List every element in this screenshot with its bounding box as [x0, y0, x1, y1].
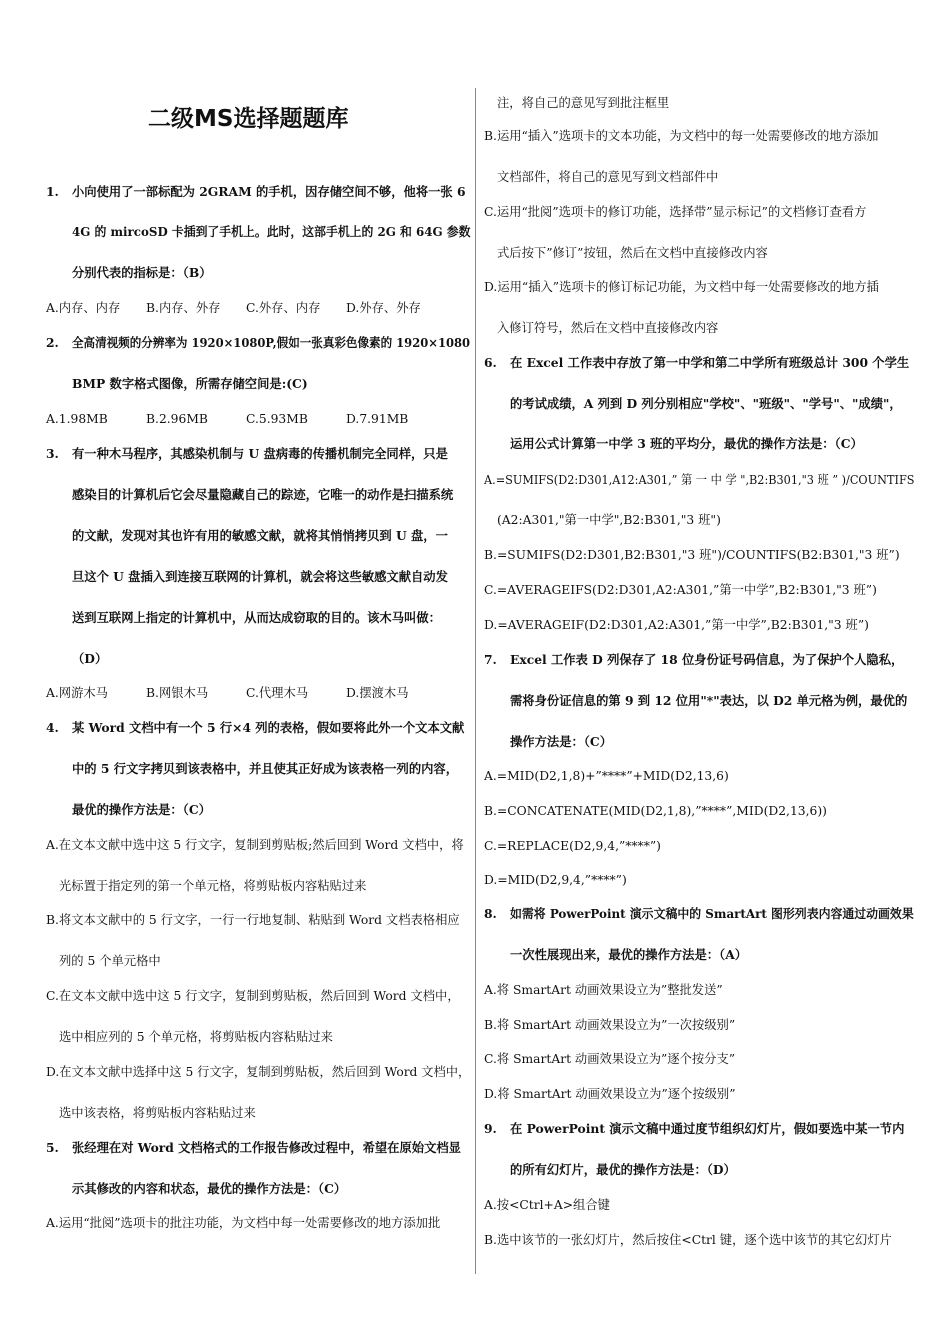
question-text: 全高清视频的分辨率为 1920×1080P,假如一张真彩色像素的 1920×1080 — [72, 335, 471, 350]
page-title: 二级MS选择题题库 — [148, 106, 349, 132]
question-number: 9. — [484, 1121, 497, 1136]
question-text: 如需将 PowerPoint 演示文稿中的 SmartArt 图形列表内容通过动画效果 — [510, 906, 914, 921]
option-row — [46, 411, 446, 427]
option-text: B.运用“插入”选项卡的文本功能，为文档中的每一处需要修改的地方添加 — [484, 129, 879, 143]
option-text: C.运用“批阅”选项卡的修订功能，选择带”显示标记”的文档修订查看方 — [484, 205, 867, 219]
question-text: 运用公式计算第一中学 3 班的平均分，最优的操作方法是：（C） — [510, 436, 863, 451]
option-text: C.将 SmartArt 动画效果设立为”逐个按分支” — [484, 1052, 736, 1066]
column-divider — [475, 88, 476, 1274]
option-text: D.=MID(D2,9,4,”****”) — [484, 873, 627, 887]
question-text: 张经理在对 Word 文档格式的工作报告修改过程中，希望在原始文档显 — [72, 1140, 461, 1155]
question-number: 6. — [484, 355, 497, 370]
question-number: 3. — [46, 446, 59, 461]
question-text: 的文献，发现对其也许有用的敏感文献，就将其悄悄拷贝到 U 盘，一 — [72, 528, 448, 543]
question-text: 送到互联网上指定的计算机中，从而达成窃取的目的。该木马叫做： — [72, 610, 441, 625]
question-text: 小向使用了一部标配为 2GRAM 的手机，因存储空间不够，他将一张 6 — [72, 184, 466, 199]
option: B.内存、外存 — [146, 301, 221, 315]
option-text: B.选中该节的一张幻灯片，然后按住<Ctrl 键，逐个选中该节的其它幻灯片 — [484, 1233, 892, 1247]
question-text: 一次性展现出来，最优的操作方法是：（A） — [510, 947, 748, 962]
option-text: A.=MID(D2,1,8)+”****”+MID(D2,13,6) — [484, 769, 729, 783]
option: A.网游木马 — [46, 686, 108, 700]
option-text: A.=SUMIFS(D2:D301,A12:A301,” 第 一 中 学 ",B2:B301,"3 班 ” )/COUNTIFS — [484, 473, 915, 487]
option-text: 式后按下”修订”按钮，然后在文档中直接修改内容 — [497, 246, 768, 260]
question-text: 有一种木马程序，其感染机制与 U 盘病毒的传播机制完全同样，只是 — [72, 446, 448, 461]
question-number: 8. — [484, 906, 497, 921]
option-text: 文档部件，将自己的意见写到文档部件中 — [497, 170, 719, 184]
option-text: 选中该表格，将剪贴板内容粘贴过来 — [59, 1106, 256, 1120]
option-text: A.按<Ctrl+A>组合键 — [484, 1198, 610, 1212]
option-text: B.=CONCATENATE(MID(D2,1,8),”****”,MID(D2,13,6)) — [484, 804, 827, 818]
question-text: 分别代表的指标是：（B） — [72, 265, 212, 280]
option-text: 注，将自己的意见写到批注框里 — [497, 96, 670, 110]
option: C.代理木马 — [246, 686, 309, 700]
question-text: 4G 的 mircoSD 卡插到了手机上。此时，这部手机上的 2G 和 64G 参数 — [72, 224, 471, 239]
option: D.摆渡木马 — [346, 686, 409, 700]
option-text: B.=SUMIFS(D2:D301,B2:B301,"3 班")/COUNTIFS(B2:B301,"3 班”) — [484, 548, 900, 562]
option-text: B.将 SmartArt 动画效果设立为”一次按级别” — [484, 1018, 736, 1032]
option-row — [46, 300, 446, 316]
question-text: 感染目的计算机后它会尽量隐藏自己的踪迹，它唯一的动作是扫描系统 — [72, 487, 454, 502]
option-text: A.在文本文献中选中这 5 行文字，复制到剪贴板;然后回到 Word 文档中，将 — [46, 838, 464, 852]
question-text: BMP 数字格式图像，所需存储空间是:(C) — [72, 376, 308, 391]
option-row — [46, 685, 446, 701]
question-text: 操作方法是：（C） — [510, 734, 613, 749]
option-text: D.在文本文献中选择中这 5 行文字，复制到剪贴板，然后回到 Word 文档中， — [46, 1065, 471, 1079]
option-text: D.运用“插入”选项卡的修订标记功能，为文档中每一处需要修改的地方插 — [484, 280, 879, 294]
question-text: 在 PowerPoint 演示文稿中通过度节组织幻灯片，假如要选中某一节内 — [510, 1121, 905, 1136]
option: D.7.91MB — [346, 412, 409, 426]
option-text: C.=REPLACE(D2,9,4,”****”) — [484, 839, 661, 853]
option-text: 入修订符号，然后在文档中直接修改内容 — [497, 321, 719, 335]
question-number: 2. — [46, 335, 59, 350]
question-text: Excel 工作表 D 列保存了 18 位身份证号码信息，为了保护个人隐私， — [510, 652, 904, 667]
option-text: C.在文本文献中选中这 5 行文字，复制到剪贴板，然后回到 Word 文档中， — [46, 989, 460, 1003]
option-text: A.运用“批阅”选项卡的批注功能，为文档中每一处需要修改的地方添加批 — [46, 1216, 441, 1230]
question-text: 中的 5 行文字拷贝到该表格中，并且使其正好成为该表格一列的内容， — [72, 761, 459, 776]
option: A.内存、内存 — [46, 301, 121, 315]
option-text: A.将 SmartArt 动画效果设立为”整批发送” — [484, 983, 723, 997]
option-text: 光标置于指定列的第一个单元格，将剪贴板内容粘贴过来 — [59, 879, 367, 893]
option: D.外存、外存 — [346, 301, 421, 315]
option-text: 列的 5 个单元格中 — [59, 954, 161, 968]
option: C.外存、内存 — [246, 301, 321, 315]
option: B.网银木马 — [146, 686, 209, 700]
question-number: 7. — [484, 652, 497, 667]
question-number: 4. — [46, 720, 59, 735]
option: B.2.96MB — [146, 412, 208, 426]
question-text: 旦这个 U 盘插入到连接互联网的计算机，就会将这些敏感文献自动发 — [72, 569, 448, 584]
question-text: 最优的操作方法是：（C） — [72, 802, 211, 817]
option-text: B.将文本文献中的 5 行文字，一行一行地复制、粘贴到 Word 文档表格相应 — [46, 913, 460, 927]
question-text: （D） — [72, 651, 108, 666]
question-text: 示其修改的内容和状态，最优的操作方法是：（C） — [72, 1181, 347, 1196]
question-text: 的考试成绩，A 列到 D 列分别相应"学校"、"班级"、"学号"、"成绩"， — [510, 396, 902, 411]
question-text: 某 Word 文档中有一个 5 行×4 列的表格，假如要将此外一个文本文献 — [72, 720, 465, 735]
option-text: C.=AVERAGEIFS(D2:D301,A2:A301,”第一中学”,B2:B301,"3 班”) — [484, 583, 877, 597]
option-text: 选中相应列的 5 个单元格，将剪贴板内容粘贴过来 — [59, 1030, 333, 1044]
option-text: D.将 SmartArt 动画效果设立为”逐个按级别” — [484, 1087, 736, 1101]
question-text: 需将身份证信息的第 9 到 12 位用"*"表达，以 D2 单元格为例，最优的 — [510, 693, 908, 708]
question-text: 的所有幻灯片，最优的操作方法是：（D） — [510, 1162, 736, 1177]
question-number: 1. — [46, 184, 59, 199]
option-text: (A2:A301,"第一中学",B2:B301,"3 班") — [497, 513, 721, 527]
option: C.5.93MB — [246, 412, 308, 426]
option-text: D.=AVERAGEIF(D2:D301,A2:A301,”第一中学”,B2:B301,"3 班”) — [484, 618, 869, 632]
question-number: 5. — [46, 1140, 59, 1155]
option: A.1.98MB — [46, 412, 108, 426]
question-text: 在 Excel 工作表中存放了第一中学和第二中学所有班级总计 300 个学生 — [510, 355, 910, 370]
